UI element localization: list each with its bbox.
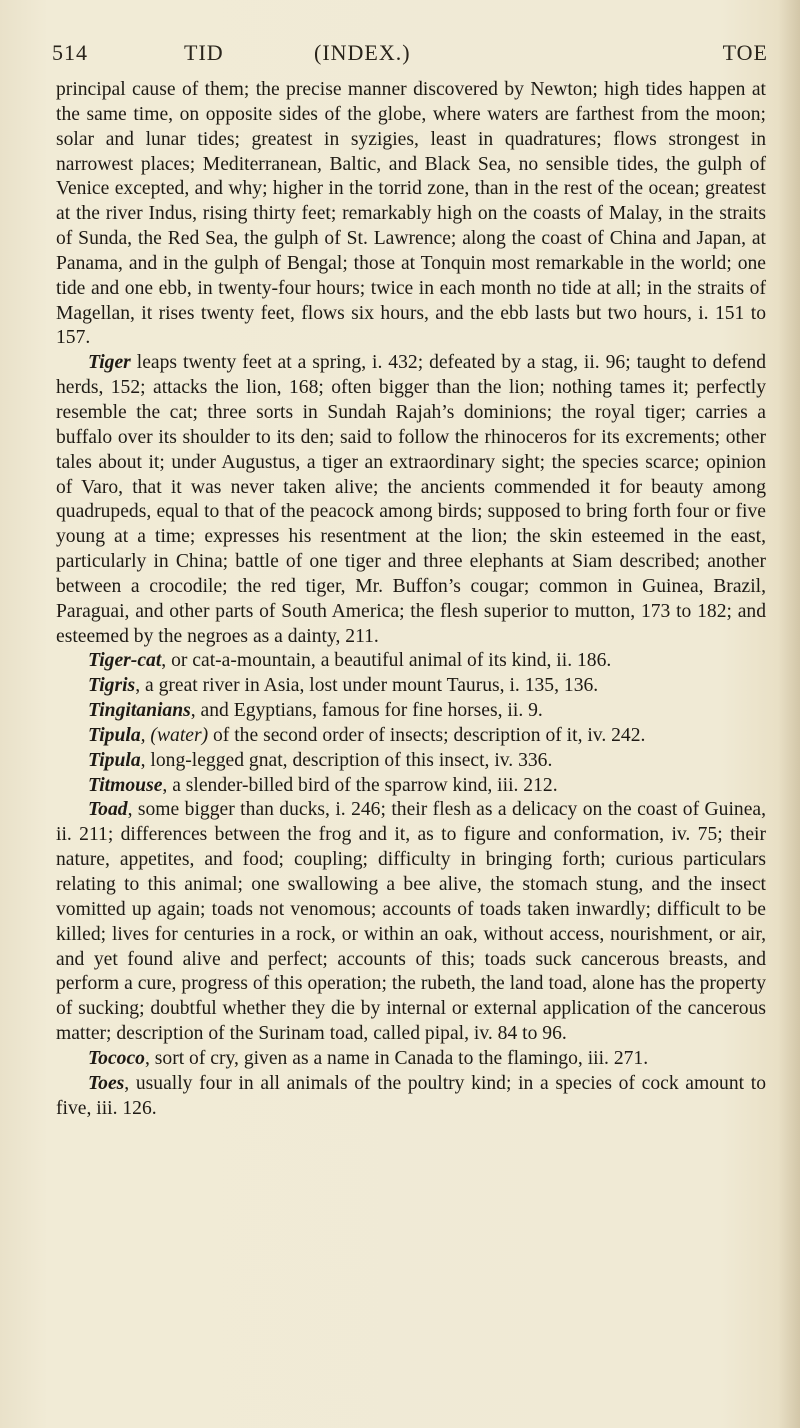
entry-term: Tiger: [88, 352, 131, 374]
header-right-word: TOE: [722, 40, 768, 65]
index-text: [56, 78, 766, 1121]
running-header: [52, 40, 768, 74]
entry-text: principal cause of them; the precise manner discovered by Newton; high tides happen at the same time, on opposite sides of the globe, where waters are farthest from the moon; solar and lunar tides; greatest in syzigies, least in quadratures; flows strongest in narrowest places; Mediterranean, Baltic, and Black Sea, no sensible tides, the gulph of Venice excepted, and why; higher in the torrid zone, than in the rest of the ocean; greatest at the river Indus, rising thirty feet; remarkably high on the coasts of Malay, in the straits of Sunda, the Red Sea, the gulph of St. Lawrence; along the coast of China and Japan, at Panama, and in the gulph of Bengal; those at Tonquin most remarkable in the world; one tide and one ebb, in twenty-four hours; twice in each month no tide at all; in the straits of Magellan, it rises twenty feet, flows six hours, and the ebb lasts but two hours, i. 151 to 157.: [56, 79, 766, 349]
entry-text: , usually four in all animals of the poultry kind; in a species of cock amount to five, iii. 126.: [56, 1072, 766, 1119]
page-number: 514: [52, 40, 88, 65]
index-entry: [56, 724, 766, 749]
entry-text: , a great river in Asia, lost under mount Taurus, i. 135, 136.: [135, 675, 599, 697]
index-entry: [56, 649, 766, 674]
index-entry-continuation: [56, 78, 766, 351]
entry-term: Tiger-cat: [88, 650, 162, 672]
index-entry: [56, 749, 766, 774]
entry-text: , or cat-a-mountain, a beautiful animal of its kind, ii. 186.: [161, 650, 612, 672]
entry-text: , and Egyptians, famous for fine horses, ii. 9.: [190, 700, 543, 722]
page-edge-shadow: [778, 0, 800, 1428]
index-entry: [56, 1047, 766, 1072]
index-entry: [56, 351, 766, 649]
entry-term: Tipula: [88, 749, 141, 771]
entry-term: Tipula: [88, 724, 141, 746]
index-entry: [56, 699, 766, 724]
header-center-word: (INDEX.): [314, 40, 411, 65]
entry-term: Tingitanians: [88, 700, 191, 722]
entry-text: , long-legged gnat, description of this insect, iv. 336.: [140, 749, 553, 771]
entry-text: , some bigger than ducks, i. 246; their flesh as a delicacy on the coast of Guinea, ii. 211; differences between the frog and it, as to figure and conformation, iv. 75; their nature, appetites, and food; coupling; difficulty in bringing forth; curious particulars relating to this animal; one swallowing a bee alive, the stomach stung, and the insect vomitted up again; toads not venomous; accounts of toads taken inwardly; difficult to be killed; lives for centuries in a rock, or within an oak, without access, nourishment, or air, and yet found alive and perfect; accounts of this; toads suck cancerous breasts, and perform a cure, progress of this operation; the rubeth, the land toad, alone has the property of sucking; doubtful whether they die by internal or external application of the cancerous matter; description of the Surinam toad, called pipal, iv. 84 to 96.: [56, 799, 766, 1045]
entry-term: Tigris: [88, 675, 136, 697]
index-entry: [56, 674, 766, 699]
index-entry: [56, 1072, 766, 1122]
index-entry: [56, 798, 766, 1046]
entry-text: , a slender-billed bird of the sparrow kind, iii. 212.: [162, 774, 558, 796]
entry-text: , sort of cry, given as a name in Canada to the flamingo, iii. 271.: [144, 1047, 649, 1069]
entry-term: Titmouse: [88, 774, 163, 796]
index-entry: [56, 774, 766, 799]
header-left-word: TID: [184, 40, 224, 65]
entry-subterm: , (water): [140, 724, 209, 746]
entry-text: of the second order of insects; description of it, iv. 242.: [208, 724, 646, 746]
entry-term: Toes: [88, 1072, 125, 1094]
entry-text: leaps twenty feet at a spring, i. 432; defeated by a stag, ii. 96; taught to defend herds, 152; attacks the lion, 168; often bigger than the lion; nothing tames it; perfectly resemble the cat; three sorts in Sundah Rajah’s dominions; the royal tiger; carries a buffalo over its shoulder to its den; said to follow the rhinoceros for its excrements; other tales about it; under Augustus, a tiger an extraordinary sight; the species scarce; opinion of Varo, that it was never taken alive; the ancients commended it for beauty among quadrupeds, equal to that of the peacock among birds; supposed to bring forth four or five young at a time; expresses his resentment at the lion; the skin esteemed in the east, particularly in China; battle of one tiger and three elephants at Siam described; another between a crocodile; the red tiger, Mr. Buffon’s cougar; common in Guinea, Brazil, Paraguai, and other parts of South America; the flesh superior to mutton, 173 to 182; and esteemed by the negroes as a dainty, 211.: [56, 352, 766, 647]
entry-term: Tococo: [88, 1047, 145, 1069]
entry-term: Toad: [88, 799, 128, 821]
